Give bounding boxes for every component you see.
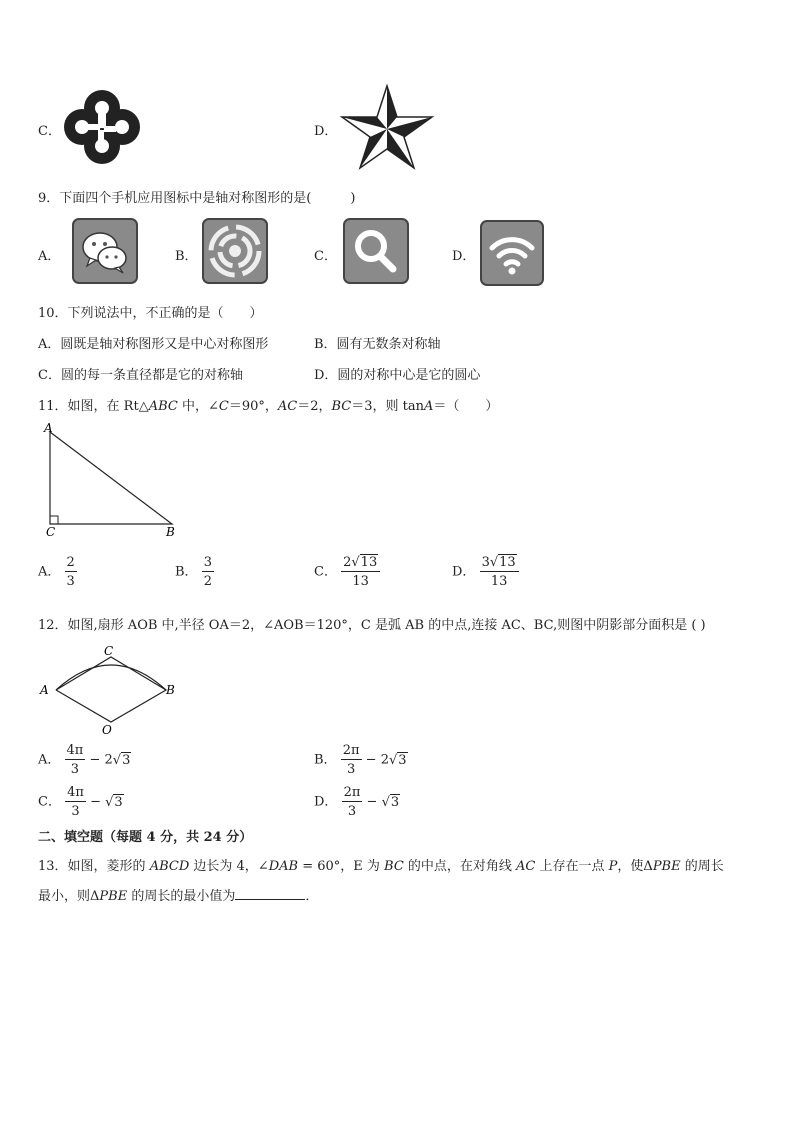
- q9-option-b-label: B．: [175, 249, 198, 264]
- swirl-icon: [202, 218, 268, 284]
- q11-label-c: C: [46, 525, 56, 539]
- q9-option-d-label: D．: [452, 249, 476, 264]
- wechat-icon: [72, 218, 138, 284]
- q11-option-a: A． $\frac{2}{3}$: [38, 555, 75, 589]
- q9-option-a-label: A．: [38, 249, 61, 264]
- q12-option-a: A． $\frac{4\pi}{3}$ − 2√3: [38, 743, 131, 777]
- star-icon: [340, 84, 434, 170]
- q11-label-a: A: [44, 421, 53, 435]
- q12-label-c: C: [104, 644, 114, 658]
- answer-blank[interactable]: [235, 887, 305, 900]
- wifi-icon: [480, 220, 544, 286]
- q10-option-d: D．圆的对称中心是它的圆心: [314, 368, 481, 383]
- q12-option-c: C． $\frac{4\pi}{3}$ − √3: [38, 785, 123, 819]
- q11-right-triangle-figure: [40, 420, 190, 542]
- overlapping-rings-logo-icon: [60, 88, 144, 166]
- q8-option-d-label: D．: [314, 124, 338, 139]
- q12-option-d: D． $\frac{2\pi}{3}$ − √3: [314, 785, 400, 819]
- q11-stem: 11．如图，在 Rt△ABC 中，∠C＝90°，AC＝2，BC＝3，则 tanA＝（ ）: [38, 399, 499, 414]
- q11-option-d: D． $\frac{3√13}{13}$: [452, 556, 519, 588]
- q10-option-a: A．圆既是轴对称图形又是中心对称图形: [38, 337, 269, 352]
- q10-stem: 10．下列说法中，不正确的是（ ）: [38, 306, 263, 321]
- q12-stem: 12．如图,扇形 AOB 中,半径 OA＝2，∠AOB＝120°，C 是弧 AB 的中点,连接 AC、BC,则图中阴影部分面积是 ( ): [38, 618, 706, 633]
- q13-line-2: 最小，则ΔPBE 的周长的最小值为 ．: [38, 889, 319, 904]
- section-title: 二、填空题（每题 4 分，共 24 分）: [38, 830, 253, 845]
- q12-sector-figure: [36, 642, 186, 738]
- q10-option-c: C．圆的每一条直径都是它的对称轴: [38, 368, 243, 383]
- q11-label-b: B: [166, 525, 175, 539]
- search-icon: [343, 218, 409, 284]
- q10-option-b: B．圆有无数条对称轴: [314, 337, 441, 352]
- q12-option-b: B． $\frac{2\pi}{3}$ − 2√3: [314, 743, 407, 777]
- q9-option-c-label: C．: [314, 249, 337, 264]
- q12-label-a: A: [40, 683, 49, 697]
- q13-line-1: 13．如图，菱形的 ABCD 边长为 4，∠DAB = 60°，E 为 BC 的中点，在对角线 AC 上存在一点 P，使ΔPBE 的周长: [38, 859, 724, 874]
- q11-option-b: B． $\frac{3}{2}$: [175, 555, 212, 589]
- q9-stem: 9．下面四个手机应用图标中是轴对称图形的是( ): [38, 191, 356, 206]
- q12-label-o: O: [102, 723, 112, 737]
- q8-option-c-label: C．: [38, 124, 61, 139]
- q12-label-b: B: [166, 683, 175, 697]
- q11-option-c: C． $\frac{2√13}{13}$: [314, 556, 380, 588]
